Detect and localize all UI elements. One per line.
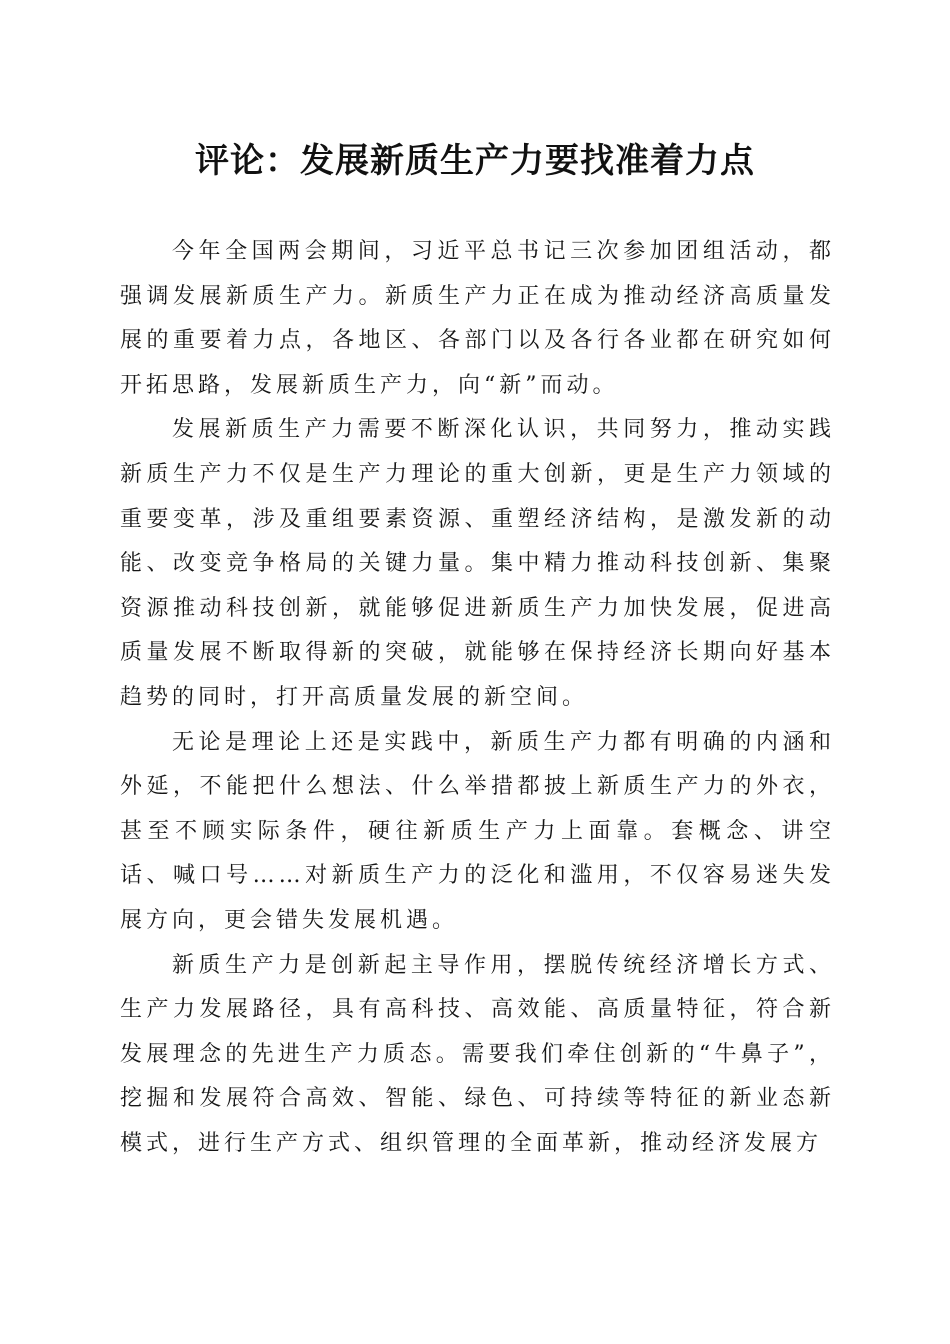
paragraph-4: 新质生产力是创新起主导作用，摆脱传统经济增长方式、生产力发展路径，具有高科技、高效能、高质量特征，符合新发展理念的先进生产力质态。需要我们牵住创新的“牛鼻子”，挖掘和发展符合高效、智能、绿色、可持续等特征的新业态新模式，进行生产方式、组织管理的全面革新，推动经济发展方 [120, 952, 835, 1156]
document-body [120, 230, 835, 1166]
document-title: 评论：发展新质生产力要找准着力点 [195, 141, 755, 181]
paragraph-3: 无论是理论上还是实践中，新质生产力都有明确的内涵和外延，不能把什么想法、什么举措都披上新质生产力的外衣，甚至不顾实际条件，硬往新质生产力上面靠。套概念、讲空话、喊口号……对新质生产力的泛化和滥用，不仅容易迷失发展方向，更会错失发展机遇。 [120, 729, 835, 933]
paragraph-2: 发展新质生产力需要不断深化认识，共同努力，推动实践新质生产力不仅是生产力理论的重大创新，更是生产力领域的重要变革，涉及重组要素资源、重塑经济结构，是激发新的动能、改变竞争格局的关键力量。集中精力推动科技创新、集聚资源推动科技创新，就能够促进新质生产力加快发展，促进高质量发展不断取得新的突破，就能够在保持经济长期向好基本趋势的同时，打开高质量发展的新空间。 [120, 417, 835, 710]
paragraph-1: 今年全国两会期间，习近平总书记三次参加团组活动，都强调发展新质生产力。新质生产力正在成为推动经济高质量发展的重要着力点，各地区、各部门以及各行各业都在研究如何开拓思路，发展新质生产力，向“新”而动。 [120, 239, 835, 398]
